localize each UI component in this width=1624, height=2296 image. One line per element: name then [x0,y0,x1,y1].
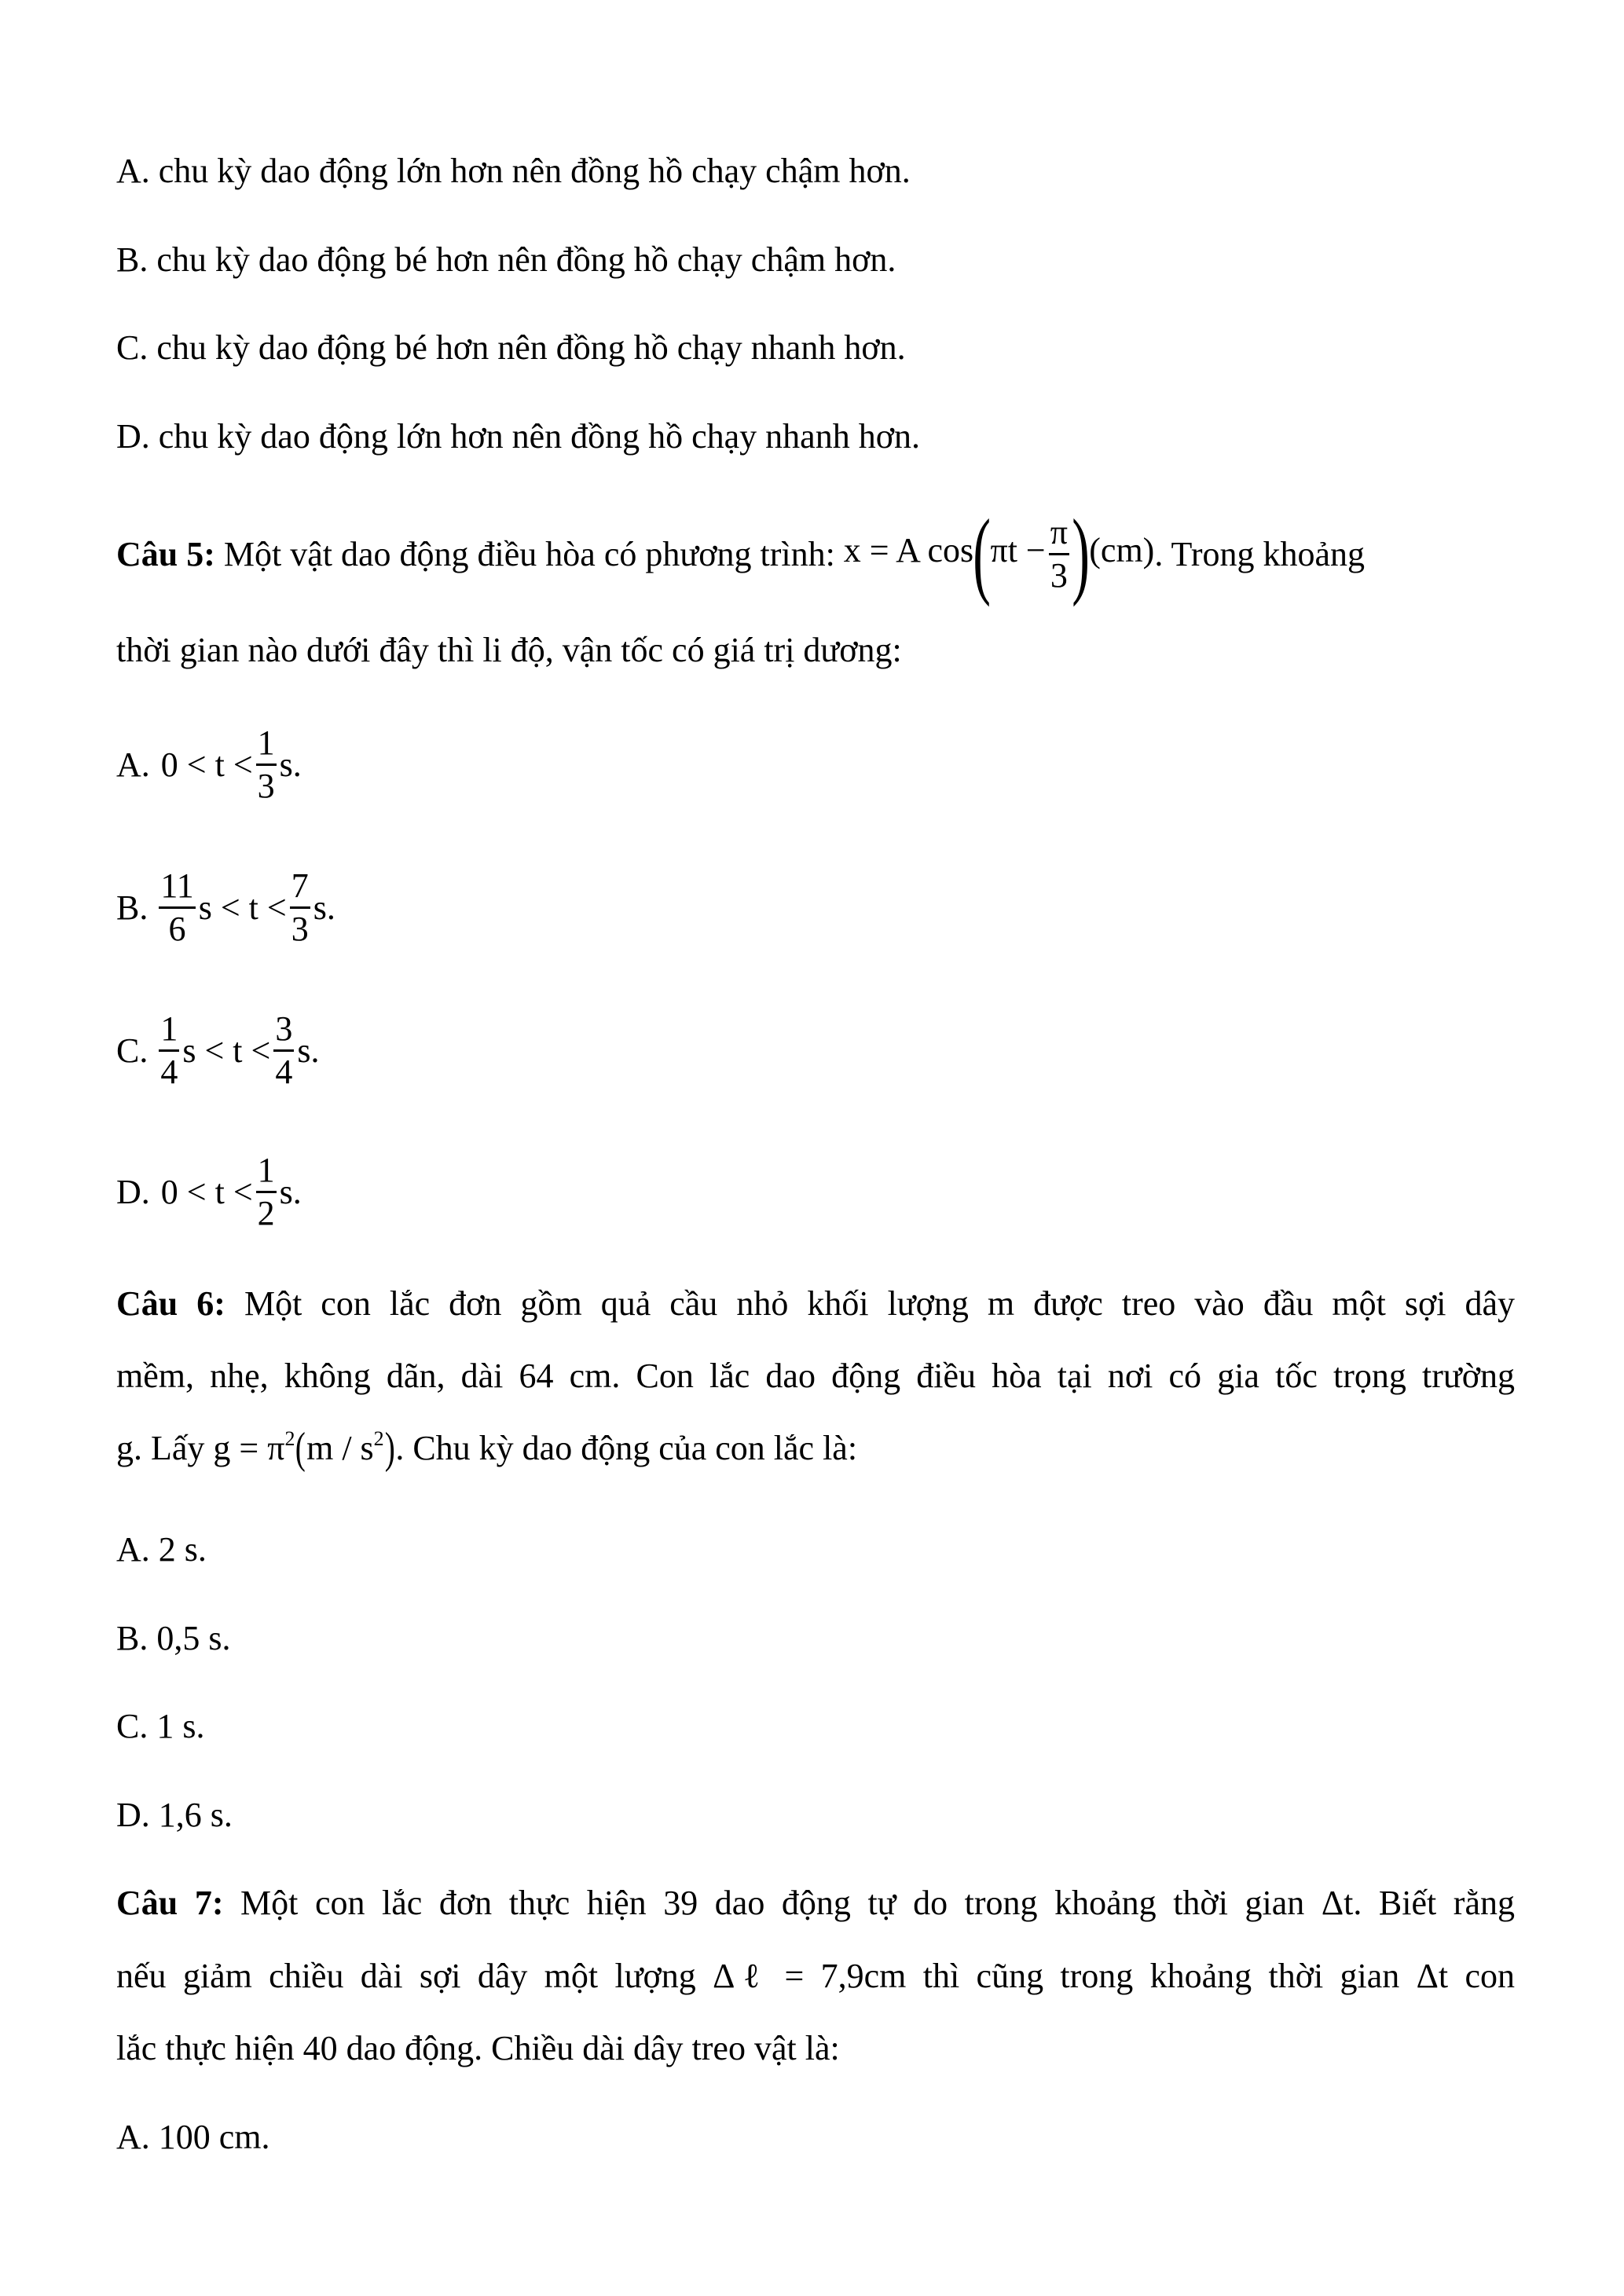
q7-line1-dt: Δt [1321,1884,1354,1922]
q6-stem-line2: mềm, nhẹ, không dãn, dài 64 cm. Con lắc dao động điều hòa tại nơi có gia tốc trọng trường [116,1357,1515,1395]
q6-equation [213,1424,395,1473]
q5-c-fraction-1 [159,1009,179,1091]
q5-eq-close-paren: ) [1072,500,1090,607]
q5-b-num2: 7 [290,869,310,909]
q6-eq-exp: 2 [284,1427,295,1450]
q7-line1-pre: Một con lắc đơn thực hiện 39 dao động tự do trong khoảng thời gian [223,1884,1322,1922]
q5-stem-line1 [116,500,1366,607]
q4-option-d: D. chu kỳ dao động lớn hơn nên đồng hồ chạy nhanh hơn. [116,417,920,456]
q7-stem-line1 [116,1881,1515,1925]
q5-b-letter: B. [116,888,148,927]
q5-a-fraction [256,723,277,805]
q7-stem-line3: lắc thực hiện 40 dao động. Chiều dài dây treo vật là: [116,2029,840,2067]
q6-line3-pre: g. Lấy [116,1429,214,1467]
q5-a-letter: A. [116,745,150,784]
q5-a-den: 3 [257,766,275,805]
q6-eq-unit-exp: 2 [373,1427,384,1450]
q7-line2-dt: Δt [1416,1957,1449,1995]
q5-option-b [116,864,335,950]
q5-eq-den: 3 [1050,555,1068,595]
q6-eq-close-paren: ) [384,1424,395,1473]
q6-line1-text: Một con lắc đơn gồm quả cầu nhỏ khối lượng m được treo vào đầu một sợi dây [225,1284,1515,1323]
q5-c-den2: 4 [275,1052,293,1091]
q7-line2-eq: Δℓ = 7,9cm [713,1957,907,1995]
q5-option-d [116,1148,302,1235]
q5-b-post: s. [313,888,335,927]
q5-c-post: s. [297,1031,320,1070]
q5-d-post: s. [279,1172,302,1211]
q6-line3-post: . Chu kỳ dao động của con lắc là: [395,1429,858,1467]
q5-eq-x: x = A cos [843,531,974,570]
q6-eq-unit: m / s [306,1429,374,1467]
q7-line1-post: . Biết rằng [1353,1884,1515,1922]
q5-stem-after: . Trong khoảng [1154,534,1366,573]
q7-line2-post: con [1448,1957,1516,1995]
q5-stem-line2: thời gian nào dưới đây thì li độ, vận tốc có giá trị dương: [116,631,902,669]
q5-a-num: 1 [256,726,277,766]
q5-eq-fraction [1049,512,1069,595]
q5-c-num2: 3 [273,1012,294,1052]
q4-option-a: A. chu kỳ dao động lớn hơn nên đồng hồ chạy chậm hơn. [116,152,911,190]
q5-d-pre: 0 < t < [160,1172,253,1211]
q5-option-c [116,1007,319,1093]
q5-b-num1: 11 [159,869,195,909]
q4-option-c: C. chu kỳ dao động bé hơn nên đồng hồ chạy nhanh hơn. [116,328,906,367]
q5-eq-pit: πt − [990,531,1046,570]
q6-stem-line1 [116,1282,1515,1326]
q6-eq-g: g = π [213,1429,285,1467]
q5-c-den1: 4 [160,1052,178,1091]
q6-stem-line3 [116,1424,1515,1473]
q6-option-a: A. 2 s. [116,1530,207,1569]
q6-option-d: D. 1,6 s. [116,1796,233,1834]
q7-line2-pre: nếu giảm chiều dài sợi dây một lượng [116,1957,713,1995]
q7-line2-mid: thì cũng trong khoảng thời gian [906,1957,1417,1995]
q7-stem-line2 [116,1954,1515,1998]
q6-label: Câu 6: [116,1284,225,1323]
q5-c-letter: C. [116,1031,148,1070]
q7-option-a: A. 100 cm. [116,2118,270,2156]
q5-b-mid: s < t < [198,888,287,927]
q5-d-num: 1 [256,1153,277,1193]
q5-a-pre: 0 < t < [160,745,253,784]
q5-equation [843,500,1155,607]
q5-c-fraction-2 [273,1009,294,1091]
q5-b-fraction-2 [290,866,310,948]
q5-b-den1: 6 [168,909,186,948]
q5-d-letter: D. [116,1172,150,1211]
q5-d-den: 2 [257,1193,275,1232]
q5-d-fraction [256,1150,277,1232]
q5-eq-unit: (cm) [1089,531,1155,570]
q6-option-b: B. 0,5 s. [116,1619,231,1657]
q5-stem-before: Một vật dao động điều hòa có phương trình: [214,534,844,573]
q4-option-b: B. chu kỳ dao động bé hơn nên đồng hồ chạy chậm hơn. [116,240,896,279]
q5-c-num1: 1 [159,1012,179,1052]
q5-b-fraction-1 [159,866,195,948]
q5-label: Câu 5: [116,534,215,573]
q6-option-c: C. 1 s. [116,1707,205,1745]
q5-b-den2: 3 [291,909,309,948]
q5-eq-open-paren: ( [973,500,992,607]
q6-eq-open-paren: ( [295,1424,306,1473]
q5-eq-num: π [1049,515,1069,555]
q5-a-post: s. [279,745,302,784]
q5-c-mid: s < t < [182,1031,271,1070]
q7-label: Câu 7: [116,1884,224,1922]
q5-option-a [116,721,302,807]
